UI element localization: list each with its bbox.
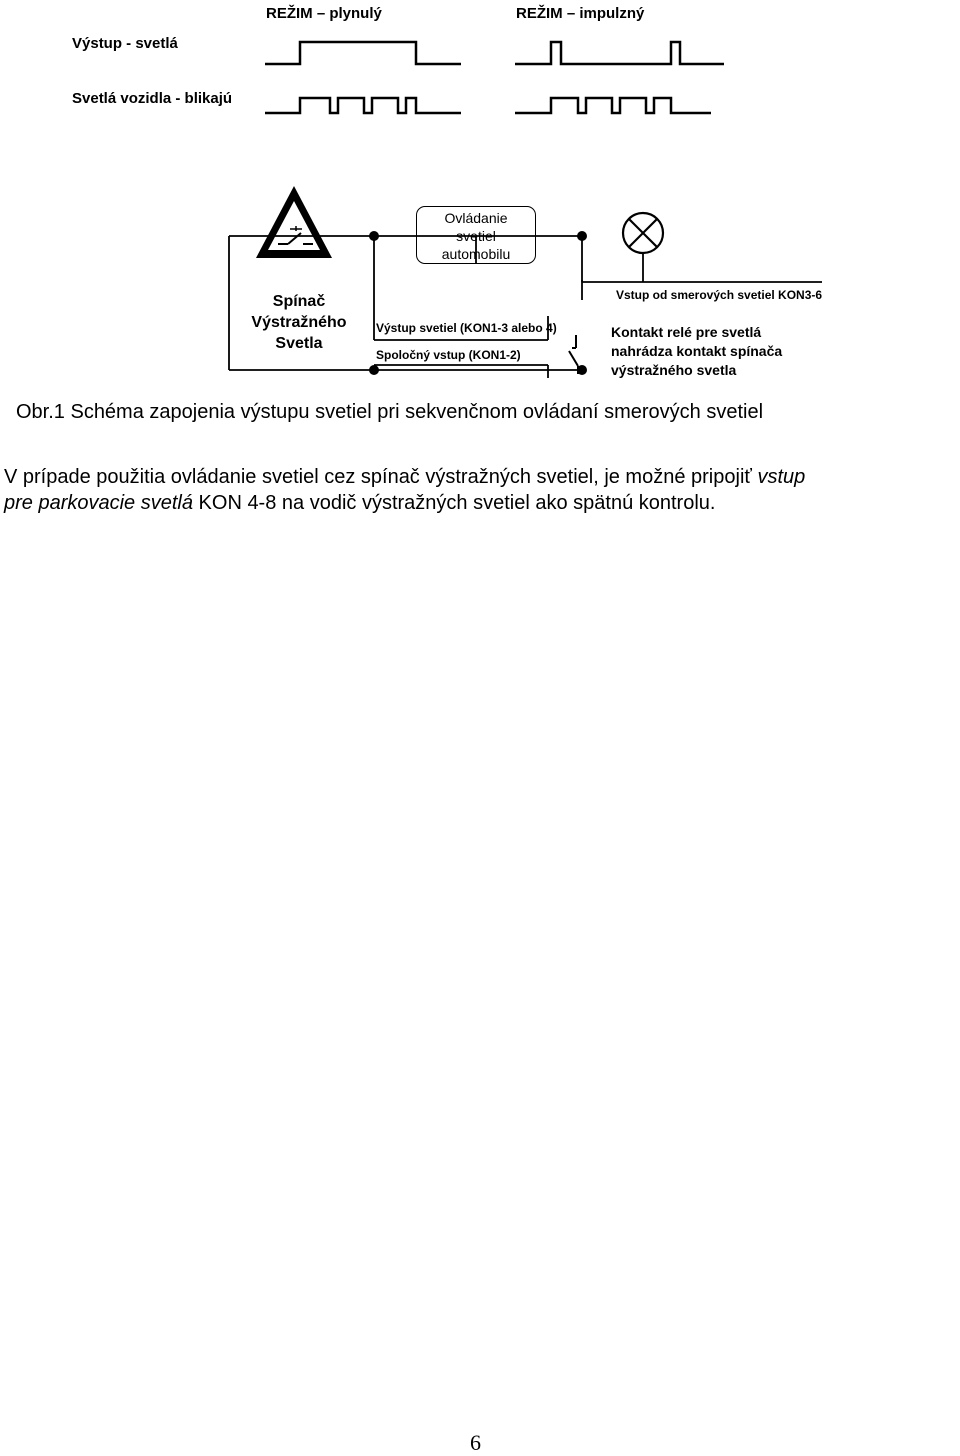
relay-contact-label xyxy=(611,323,782,380)
mode-continuous-label: REŽIM – plynulý xyxy=(266,5,382,22)
hazard-switch-line-1: Spínač xyxy=(272,293,326,310)
hazard-switch-icon xyxy=(256,186,332,258)
paragraph-line-1 xyxy=(4,464,960,490)
page-number: 6 xyxy=(470,1430,481,1455)
paragraph-line-2 xyxy=(4,490,960,516)
mode-pulse-label: REŽIM – impulzný xyxy=(516,5,645,22)
figure-caption: Obr.1 Schéma zapojenia výstupu svetiel pri sekvenčnom ovládaní smerových svetiel xyxy=(16,401,764,423)
junction-dot xyxy=(369,231,379,241)
hazard-switch-line-2: Výstražného xyxy=(251,314,347,331)
paragraph-line-2-text: KON 4-8 na vodič výstražných svetiel ako spätnú kontrolu. xyxy=(192,492,716,514)
lamp-icon xyxy=(623,213,663,253)
hazard-switch-label xyxy=(244,291,354,354)
waveform-pulse-blink xyxy=(515,98,711,113)
input-wire-label: Vstup od smerových svetiel KON3-6 xyxy=(616,288,823,302)
control-box-line-1: Ovládanie xyxy=(444,210,508,226)
control-box-line-3: automobilu xyxy=(441,246,511,262)
body-paragraph xyxy=(4,464,960,516)
relay-contact-line-3: výstražného svetla xyxy=(611,362,737,378)
paragraph-line-1-italic: vstup xyxy=(757,466,806,488)
relay-contact-line-2: nahrádza kontakt spínača xyxy=(611,343,783,359)
waveform-pulse-output xyxy=(515,42,724,64)
control-box-line-2: svetiel xyxy=(456,228,496,244)
blink-row-label: Svetlá vozidla - blikajú xyxy=(72,90,233,107)
junction-dot xyxy=(577,231,587,241)
output-row-label: Výstup - svetlá xyxy=(72,35,178,52)
paragraph-line-2-italic: pre parkovacie svetlá xyxy=(4,492,193,514)
paragraph-line-1-text: V prípade použitia ovládanie svetiel cez spínač výstražných svetiel, je možné pripojiť xyxy=(4,466,758,488)
relay-contact-icon xyxy=(569,335,578,374)
waveform-continuous-blink xyxy=(265,98,461,113)
common-wire-label: Spoločný vstup (KON1-2) xyxy=(376,348,521,362)
junction-dot xyxy=(369,365,379,375)
wiring-diagram xyxy=(0,0,960,400)
output-wire-label: Výstup svetiel (KON1-3 alebo 4) xyxy=(376,321,557,335)
waveform-continuous-output xyxy=(265,42,461,64)
car-light-control-box xyxy=(416,206,536,264)
relay-contact-line-1: Kontakt relé pre svetlá xyxy=(611,324,762,340)
hazard-switch-line-3: Svetla xyxy=(275,335,323,352)
